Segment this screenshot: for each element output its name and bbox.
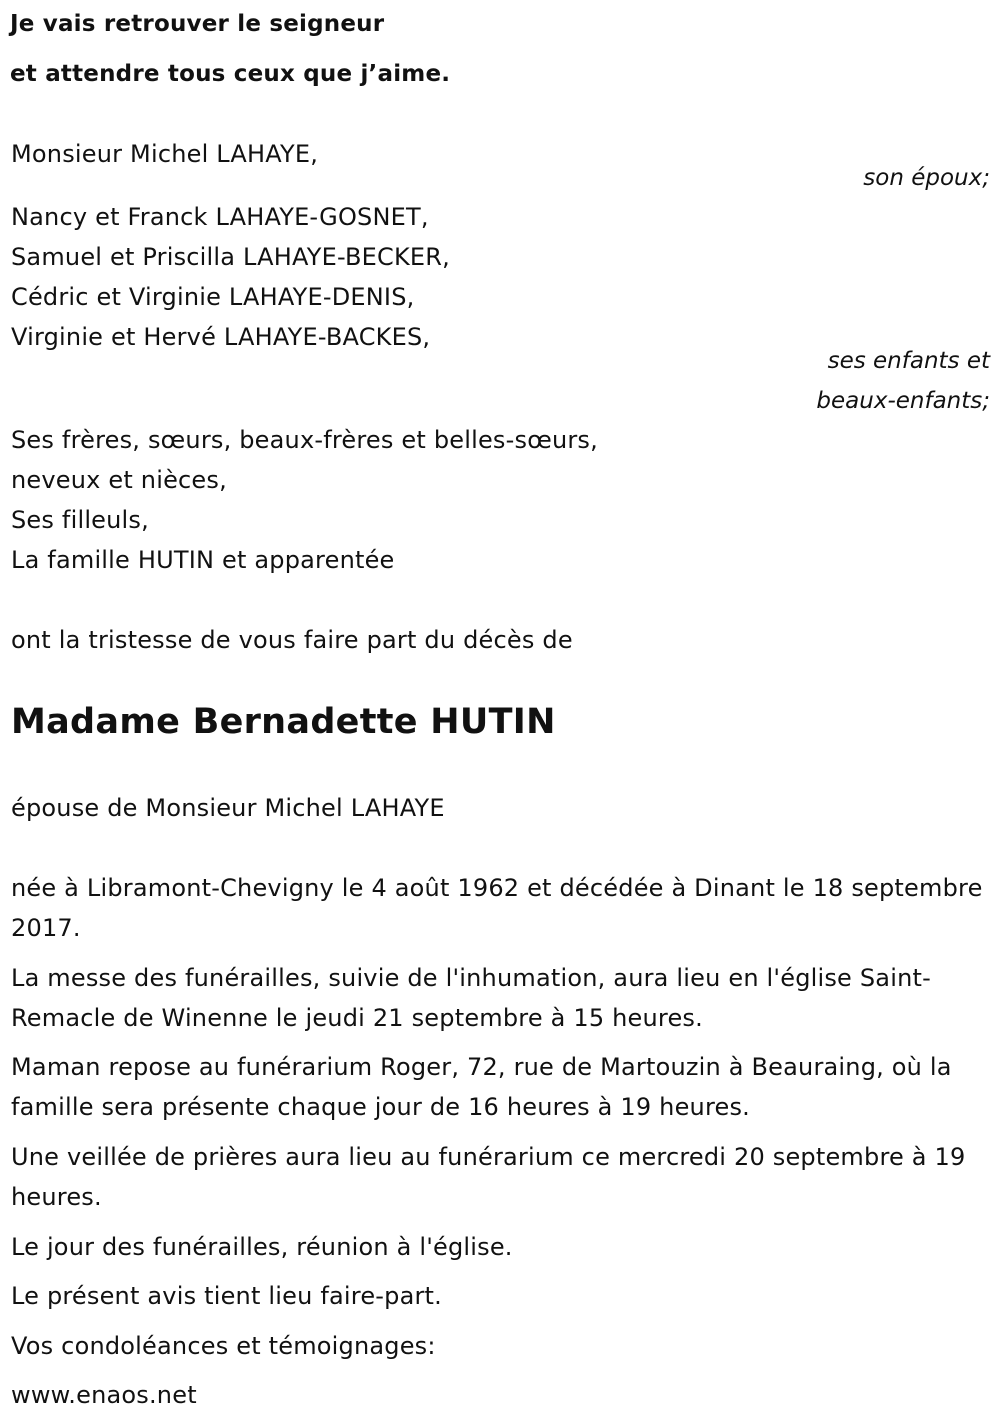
resting-place-details: Maman repose au funérarium Roger, 72, rue de Martouzin à Beauraing, où la famille sera présente chaque jour de 16 heures à 19 heures.: [11, 1053, 952, 1121]
deceased-spouse-of: épouse de Monsieur Michel LAHAYE: [11, 794, 445, 822]
quote-line-2: et attendre tous ceux que j’aime.: [10, 61, 451, 87]
child-name: Virginie et Hervé LAHAYE-BACKES,: [11, 323, 431, 351]
vigil-details: Une veillée de prières aura lieu au funérarium ce mercredi 20 septembre à 19 heures.: [11, 1143, 966, 1211]
notice-text: Le présent avis tient lieu faire-part.: [11, 1282, 442, 1310]
child-name: Samuel et Priscilla LAHAYE-BECKER,: [11, 243, 450, 271]
child-name: Cédric et Virginie LAHAYE-DENIS,: [11, 283, 415, 311]
children-role-line-2: beaux-enfants;: [816, 388, 990, 414]
website-link[interactable]: www.enaos.net: [11, 1381, 197, 1409]
quote-line-1: Je vais retrouver le seigneur: [10, 11, 385, 37]
meeting-details: Le jour des funérailles, réunion à l'église.: [11, 1233, 513, 1261]
announcement: ont la tristesse de vous faire part du décès de: [11, 626, 573, 654]
birth-death-details: née à Libramont-Chevigny le 4 août 1962 et décédée à Dinant le 18 septembre 2017.: [11, 874, 983, 942]
relatives-line: La famille HUTIN et apparentée: [11, 546, 395, 574]
spouse-name: Monsieur Michel LAHAYE,: [11, 140, 319, 168]
child-name: Nancy et Franck LAHAYE-GOSNET,: [11, 203, 429, 231]
children-role-line-1: ses enfants et: [827, 348, 990, 374]
spouse-role: son époux;: [863, 165, 990, 191]
deceased-name: Madame Bernadette HUTIN: [11, 702, 556, 742]
relatives-line: Ses frères, sœurs, beaux-frères et belles-sœurs,: [11, 426, 598, 454]
funeral-details: La messe des funérailles, suivie de l'inhumation, aura lieu en l'église Saint-Remacle de Winenne le jeudi 21 septembre à 15 heures.: [11, 964, 931, 1032]
relatives-line: neveux et nièces,: [11, 466, 227, 494]
condolences-label: Vos condoléances et témoignages:: [11, 1332, 436, 1360]
relatives-line: Ses filleuls,: [11, 506, 149, 534]
